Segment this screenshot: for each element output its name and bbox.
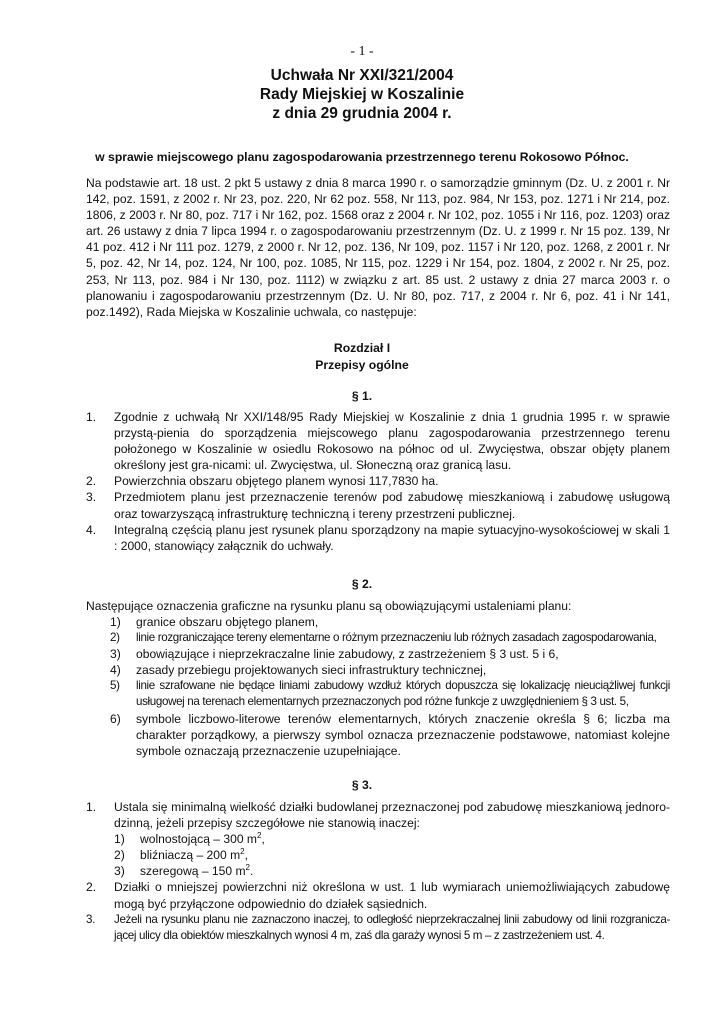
chapter-title: Rozdział I: [333, 341, 391, 355]
list-item: 3. Jeżeli na rysunku planu nie zaznaczono inaczej, to odległość nieprzekraczalnej linii zabudowy od linii rozgranicza-jącej ulicy dla obiektów mieszkalnych wynosi 4 m, zaś dla garaży wynosi 5 m – z zastrzeżeniem ust. 4.: [86, 912, 670, 942]
list-item: 4. Integralną częścią planu jest rysunek planu sporządzony na mapie sytuacyjno-wysokościowej w skali 1 : 2000, stanowiący załącznik do uchwały.: [86, 522, 670, 553]
chapter-subtitle: Przepisy ogólne: [315, 358, 409, 372]
section-1-list: [86, 409, 670, 554]
list-item: 2) linie rozgraniczające tereny elementarne o różnym przeznaczeniu lub różnych zasadach zagospodarowania,: [110, 631, 657, 645]
resolution-title: [0, 66, 724, 123]
list-item: 3) obowiązujące i nieprzekraczalne linie zabudowy, z zastrzeżeniem § 3 ust. 5 i 6,: [110, 647, 559, 662]
title-line-3: z dnia 29 grudnia 2004 r.: [272, 105, 452, 122]
section-2-heading: § 2.: [351, 577, 373, 591]
section-2-intro: Następujące oznaczenia graficzne na rysunku planu są obowiązującymi ustaleniami planu:: [86, 599, 572, 613]
list-item: 6) symbole liczbowo-literowe terenów elementarnych, których znaczenie określa § 6; liczba ma charakter porządkowy, a pierwszy symbol oznacza przeznaczenie podstawowe, natomiast kolejne symbole oznaczają przeznaczenie uzupełniające.: [110, 711, 670, 758]
section-3-list: [86, 799, 670, 944]
list-item: 3) szeregową – 150 $m^2$.: [114, 863, 254, 879]
list-item: 1. Zgodnie z uchwałą Nr XXI/148/95 Rady Miejskiej w Koszalinie z dnia 1 grudnia 1995 r. w sprawie przystą-pienia do sporządzenia miejscowego planu zagospodarowania przestrzennego terenu położonego w Koszalinie w osiedlu Rokosowo na północ od ul. Zwycięstwa, obszar objęty planem określony jest gra-nicami: ul. Zwycięstwa, ul. Słoneczną oraz granicą lasu.: [86, 410, 670, 473]
list-item: 2. Działki o mniejszej powierzchni niż określona w ust. 1 lub wymiarach uniemożliwiających zabudowę mogą być przyłączone odpowiednio do działek sąsiednich.: [86, 880, 670, 911]
title-line-2: Rady Miejskiej w Koszalinie: [259, 86, 465, 103]
resolution-subject: w sprawie miejscowego planu zagospodarowania przestrzennego terenu Rokosowo Północ.: [95, 150, 629, 164]
list-item: 1) wolnostojącą – 300 $m^2$,: [114, 831, 265, 847]
page-number: - 1 -: [350, 44, 374, 59]
section-3-heading: § 3.: [351, 778, 373, 792]
plot-size-list: [114, 831, 670, 879]
list-item: 5) linie szrafowane nie będące liniami zabudowy wzdłuż których dopuszcza się lokalizację nieuciążliwej funkcji usługowej na terenach elementarnych przeznaczonych pod różne funkcje z uwzględnieniem § 3 ust. 5,: [110, 679, 670, 709]
list-item: 4) zasady przebiegu projektowanych sieci infrastruktury technicznej,: [110, 663, 487, 678]
section-2-list: [110, 614, 670, 759]
list-item: 1) granice obszaru objętego planem,: [110, 615, 319, 629]
list-item: 2) bliźniaczą – 200 $m^2$,: [114, 847, 248, 863]
list-item: 2. Powierzchnia obszaru objętego planem wynosi 117,7830 ha.: [86, 474, 439, 489]
list-item: 3. Przedmiotem planu jest przeznaczenie terenów pod zabudowę mieszkaniową i zabudowę usługową oraz towarzyszącą infrastrukturę techniczną i tereny przestrzeni publicznej.: [86, 490, 670, 521]
section-1-heading: § 1.: [351, 389, 373, 403]
list-item: 1. Ustala się minimalną wielkość działki budowlanej przeznaczonej pod zabudowę mieszkaniową jednoro-dzinną, jeżeli przepisy szczegółowe nie stanowią inaczej: 1) wolnostojącą – 300 $m^2$, 2) bliźniaczą – 200 $m^2$, 3) szeregową – 150 $m^2$.: [86, 800, 670, 879]
preamble: Na podstawie art. 18 ust. 2 pkt 5 ustawy z dnia 8 marca 1990 r. o samorządzie gminnym (Dz. U. z 2001 r. Nr 142, poz. 1591, z 2002 r. Nr 23, poz. 220, Nr 62 poz. 558, Nr 113, poz. 984, Nr 153, poz. 1271 i Nr 214, poz. 1806, z 2003 r. Nr 80, poz. 717 i Nr 162, poz. 1568 oraz z 2004 r. Nr 102, poz. 1055 i Nr 116, poz. 1203) oraz art. 26 ustawy z dnia 7 lipca 1994 r. o zagospodarowaniu przestrzennym (Dz. U. z 1999 r. Nr 15 poz. 139, Nr 41 poz. 412 i Nr 111 poz. 1279, z 2000 r. Nr 12, poz. 136, Nr 109, poz. 1157 i Nr 120, poz. 1268, z 2001 r. Nr 5, poz. 42, Nr 14, poz. 124, Nr 100, poz. 1085, Nr 115, poz. 1229 i Nr 154, poz. 1804, z 2002 r. Nr 25, poz. 253, Nr 113, poz. 984 i Nr 130, poz. 1112) w związku z art. 85 ust. 2 ustawy z dnia 27 marca 2003 r. o planowaniu i zagospodarowaniu przestrzennym (Dz. U. Nr 80, poz. 717, z 2004 r. Nr 6, poz. 41 i Nr 141, poz.1492), Rada Miejska w Koszalinie uchwala, co następuje:: [86, 176, 670, 319]
title-line-1: Uchwała Nr XXI/321/2004: [270, 67, 454, 84]
